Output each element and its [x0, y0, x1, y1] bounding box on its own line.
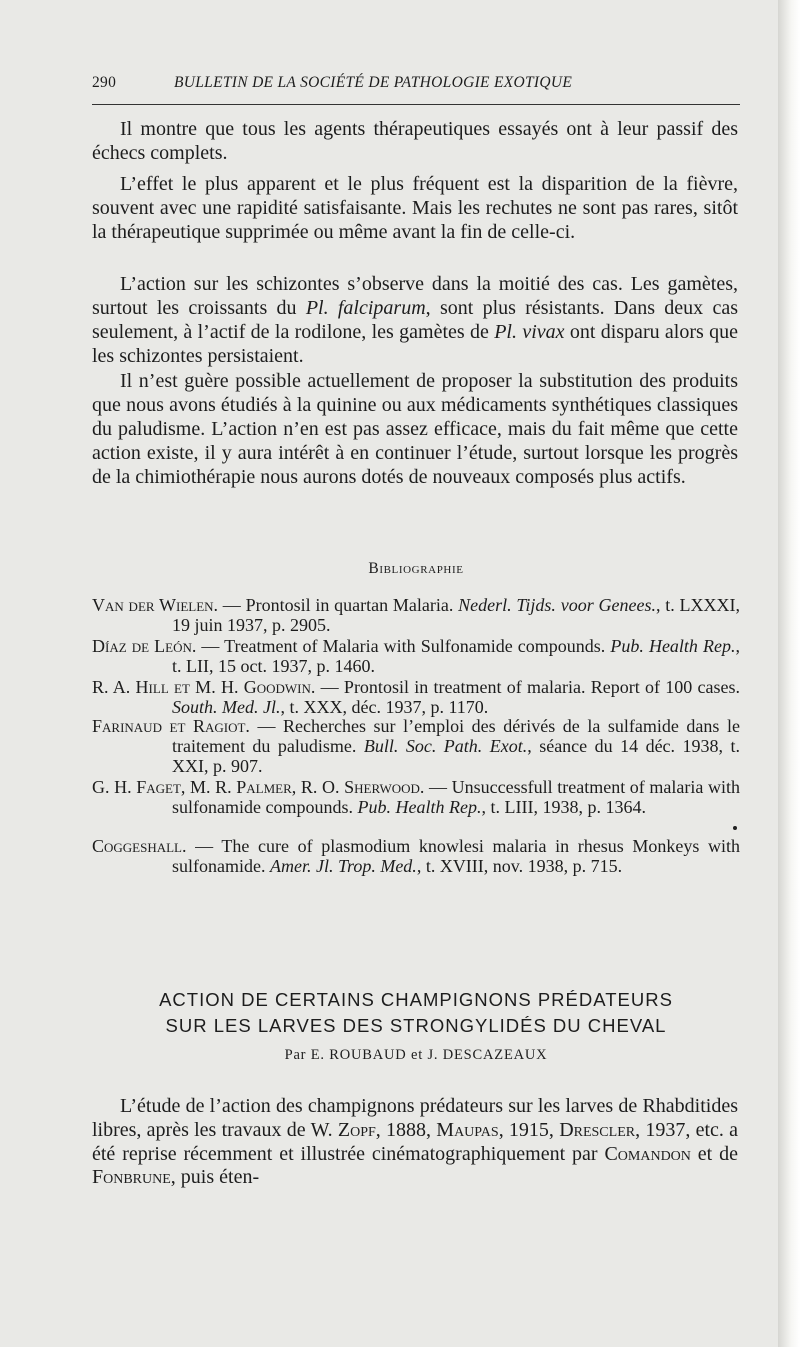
reference-author: Coggeshall.	[92, 836, 187, 856]
bibliography-list	[92, 836, 740, 876]
reference-author: Van der Wielen.	[92, 595, 219, 615]
text-run: , 1915,	[498, 1118, 560, 1141]
page-number: 290	[92, 74, 117, 91]
cited-author: Fonbrune	[92, 1166, 171, 1189]
body-paragraph	[92, 273, 738, 369]
body-paragraph	[92, 1095, 738, 1190]
reference-details: , séance du 14 déc. 1938, t. XXI, p. 907.	[172, 736, 740, 777]
reference-item	[92, 836, 740, 876]
reference-source: Bull. Soc. Path. Exot.	[363, 736, 528, 757]
reference-item	[92, 636, 740, 676]
reference-details: , t. LII, 15 oct. 1937, p. 1460.	[172, 636, 740, 677]
page-edge-shadow	[778, 0, 800, 1347]
cited-author: Comandon	[604, 1142, 691, 1165]
bibliography-list	[92, 716, 740, 777]
reference-source: Nederl. Tijds. voor Genees.	[458, 595, 656, 615]
reference-source: Pub. Health Rep.	[357, 797, 482, 818]
header-rule	[92, 104, 740, 105]
reference-details: , t. LIII, 1938, p. 1364.	[481, 797, 646, 818]
bibliography-list	[92, 677, 740, 717]
running-title: BULLETIN DE LA SOCIÉTÉ DE PATHOLOGIE EXOTIQUE	[174, 74, 573, 91]
article-title-line: SUR LES LARVES DES STRONGYLIDÉS DU CHEVAL	[165, 1015, 667, 1036]
bibliography-list	[92, 636, 740, 676]
text-run: , puis éten-	[170, 1166, 260, 1189]
reference-source: Amer. Jl. Trop. Med.	[269, 856, 417, 877]
article-title	[92, 987, 740, 1039]
reference-author: Farinaud et Ragiot.	[92, 716, 250, 736]
body-paragraph: Il n’est guère possible actuellement de proposer la substitution des produits que nous avons étudiés à la quinine ou aux médicaments synthétiques classiques du paludisme. L’action n’en est pas assez efficace, mais du fait même que cette action existe, il y aura intérêt à en continuer l’étude, surtout lorsque les progrès de la chimiothérapie nous aurons dotés de nouveaux composés plus actifs.	[92, 370, 738, 488]
body-paragraph: Il montre que tous les agents thérapeutiques essayés ont à leur passif des échecs complets.	[92, 118, 738, 164]
cited-author: Zopf	[337, 1118, 376, 1141]
cited-author: Maupas	[436, 1118, 499, 1141]
article-authors: Par E. ROUBAUD et J. DESCAZEAUX	[284, 1047, 548, 1063]
text-run: ont disparu alors que les schizontes persistaient.	[92, 320, 739, 367]
cited-author: Drescler	[559, 1118, 636, 1141]
reference-author: G. H. Faget, M. R. Palmer, R. O. Sherwood.	[92, 777, 425, 797]
text-run: L’action sur les schizontes s’observe dans la moitié des cas. Les gamètes, surtout les croissants du	[92, 273, 738, 319]
body-paragraph: L’effet le plus apparent et le plus fréquent est la disparition de la fièvre, souvent avec une rapidité satisfaisante. Mais les rechutes ne sont pas rares, sitôt la thérapeutique supprimée ou même avant la fin de celle-ci.	[92, 173, 738, 243]
article-title-line: ACTION DE CERTAINS CHAMPIGNONS PRÉDATEURS	[159, 989, 673, 1010]
reference-details: , t. LXXXI, 19 juin 1937, p. 2905.	[172, 595, 740, 636]
reference-text: — The cure of plasmodium knowlesi malaria in rhesus Monkeys with sulfonamide.	[172, 836, 740, 877]
bibliography-list	[92, 595, 740, 635]
reference-text: — Unsuccessfull treatment of malaria with sulfonamide compounds.	[172, 777, 741, 818]
reference-details: , t. XXX, déc. 1937, p. 1170.	[280, 697, 489, 718]
text-run: , 1888,	[375, 1118, 437, 1141]
text-run: L’étude de l’action des champignons prédateurs sur les larves de Rhabditides libres, après les travaux de W.	[92, 1095, 738, 1141]
reference-author: Díaz de León.	[92, 636, 197, 656]
ink-speck	[733, 826, 737, 830]
reference-source: Pub. Health Rep.	[610, 636, 736, 656]
text-run: , sont plus résistants. Dans deux cas seulement, à l’actif de la rodilone, les gamètes de	[92, 296, 739, 343]
reference-item	[92, 777, 740, 817]
reference-item	[92, 595, 740, 635]
text-run: , 1937, etc. a été reprise récemment et illustrée cinématographiquement par	[92, 1118, 739, 1165]
page-header	[92, 74, 742, 98]
bibliography-list	[92, 777, 740, 817]
reference-text: — Treatment of Malaria with Sulfonamide compounds.	[196, 636, 611, 656]
species-name: Pl. falciparum	[305, 296, 426, 319]
bibliography-heading: Bibliographie	[368, 560, 464, 577]
reference-text: — Prontosil in treatment of malaria. Report of 100 cases.	[315, 677, 740, 697]
reference-source: South. Med. Jl.	[172, 697, 281, 718]
reference-author: R. A. Hill et M. H. Goodwin.	[92, 677, 316, 697]
reference-item	[92, 716, 740, 777]
text-run: et de	[690, 1142, 738, 1165]
reference-text: — Prontosil in quartan Malaria.	[218, 595, 459, 615]
reference-details: , t. XVIII, nov. 1938, p. 715.	[416, 856, 623, 877]
reference-text: — Recherches sur l’emploi des dérivés de la sulfamide dans le traitement du paludisme.	[172, 716, 740, 757]
species-name: Pl. vivax	[494, 320, 565, 343]
reference-item	[92, 677, 740, 717]
